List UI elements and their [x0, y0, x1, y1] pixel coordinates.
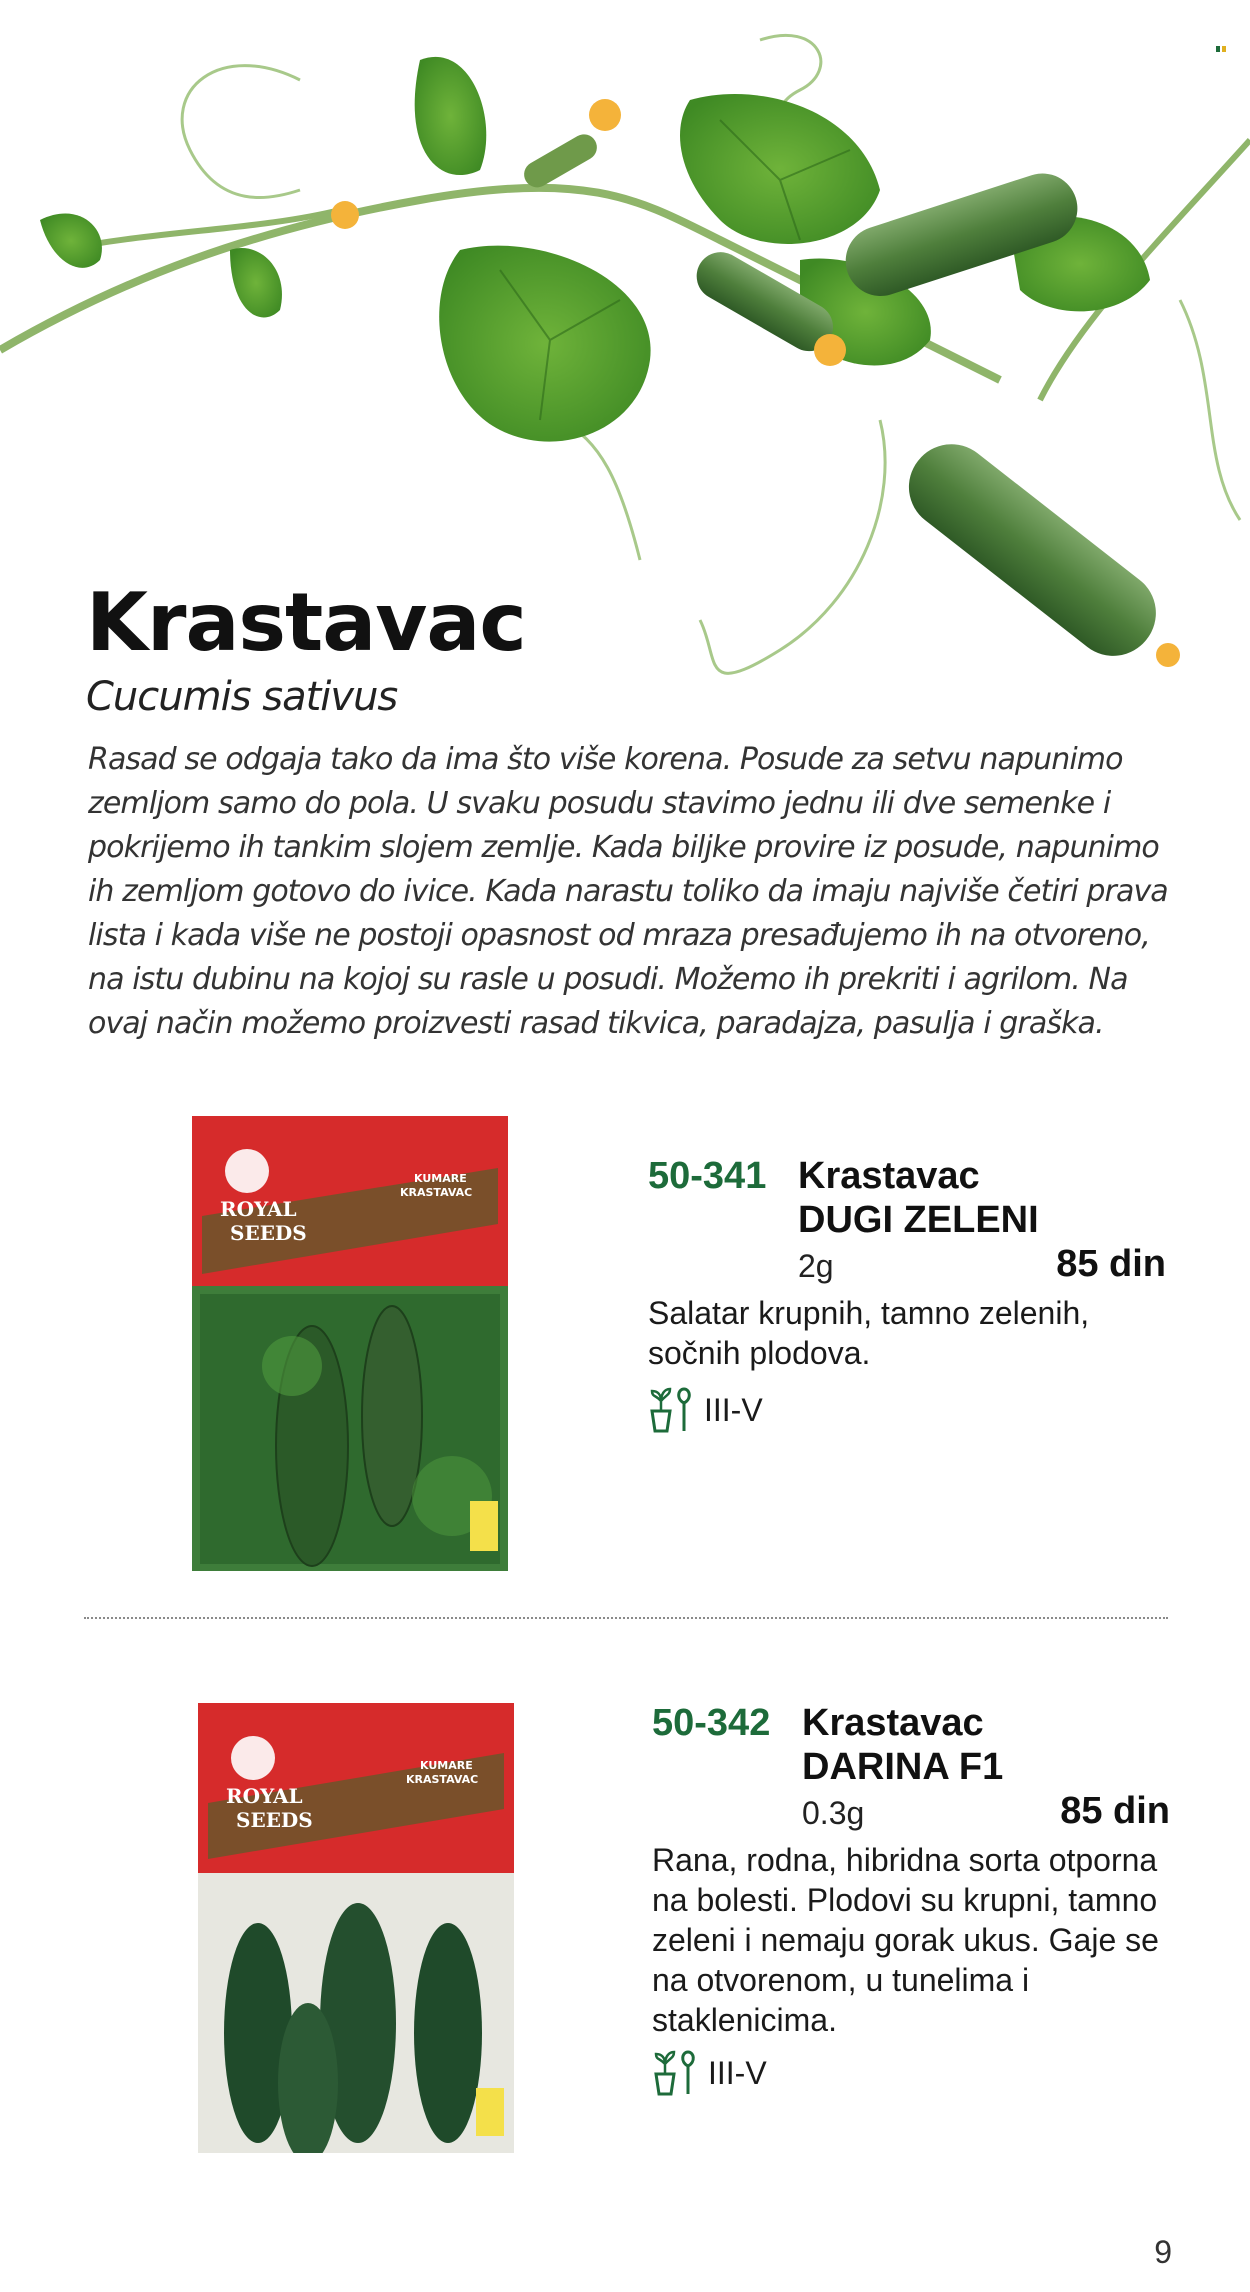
- product-name-line1: Krastavac: [798, 1155, 980, 1197]
- product-price: 85 din: [1060, 1790, 1170, 1832]
- latin-name: Cucumis sativus: [86, 674, 398, 720]
- seed-packet-image-dugi-zeleni: [192, 1116, 508, 1571]
- packet-label-line2: KRASTAVAC: [406, 1773, 479, 1786]
- decorative-corner-mark: [1216, 46, 1226, 52]
- product-code: 50-342: [652, 1702, 771, 1744]
- seed-packet-image-darina-f1: [198, 1703, 514, 2153]
- packet-brand-line2: SEEDS: [230, 1221, 307, 1245]
- product-name-line2: DUGI ZELENI: [798, 1199, 1039, 1241]
- product-name-line2: DARINA F1: [802, 1746, 1004, 1788]
- sowing-season: [652, 2048, 767, 2098]
- season-label: III-V: [708, 2054, 767, 2091]
- season-label: III-V: [704, 1391, 763, 1428]
- product-weight: 0.3g: [802, 1795, 865, 1831]
- planting-tools-icon: [652, 2048, 702, 2098]
- section-divider: [84, 1617, 1168, 1619]
- page-number: 9: [1154, 2234, 1172, 2270]
- product-name-line1: Krastavac: [802, 1702, 984, 1744]
- product-card-50-341: [648, 1153, 1166, 1453]
- packet-label-line1: KUMARE: [420, 1759, 473, 1772]
- packet-brand-line2: SEEDS: [236, 1808, 313, 1832]
- product-weight: 2g: [798, 1248, 834, 1284]
- product-description: Salatar krupnih, tamno zelenih, sočnih plodova.: [648, 1295, 1090, 1371]
- packet-label-line1: KUMARE: [414, 1172, 467, 1185]
- intro-paragraph: Rasad se odgaja tako da ima što više korena. Posude za setvu napunimo zemljom samo do pola. U svaku posudu stavimo jednu ili dve semenke i pokrijemo ih tankim slojem zemlje. Kada biljke provire iz posude, napunimo ih zemljom gotovo do ivice. Kada narastu toliko da imaju najviše četiri prava lista i kada više ne postoji opasnost od mraza presađujemo ih na otvoreno, na istu dubinu na kojoj su rasle u posudi. Možemo ih prekriti i agrilom. Na ovaj način možemo proizvesti rasad tikvica, paradajza, pasulja i graška.: [88, 742, 1168, 1041]
- product-code: 50-341: [648, 1155, 767, 1197]
- packet-brand-line1: ROYAL: [220, 1197, 297, 1221]
- product-card-50-342: [652, 1700, 1170, 2100]
- packet-brand-line1: ROYAL: [226, 1784, 303, 1808]
- sowing-season: [648, 1385, 763, 1435]
- planting-tools-icon: [648, 1385, 698, 1435]
- packet-label-line2: KRASTAVAC: [400, 1186, 473, 1199]
- product-description: Rana, rodna, hibridna sorta otporna na bolesti. Plodovi su krupni, tamno zeleni i nemaju gorak ukus. Gaje se na otvorenom, u tunelima i staklenicima.: [652, 1842, 1159, 2038]
- product-price: 85 din: [1056, 1243, 1166, 1285]
- page-title: Krastavac: [86, 576, 526, 669]
